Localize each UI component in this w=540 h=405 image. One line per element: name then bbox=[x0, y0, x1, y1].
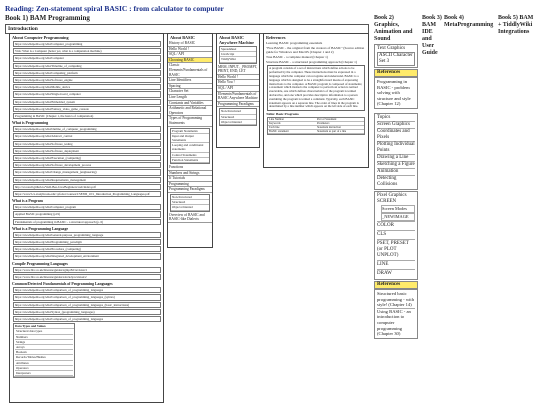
about-basic-item[interactable]: SQL / API bbox=[168, 52, 212, 58]
about-basic-card bbox=[167, 33, 213, 248]
topic-item[interactable]: Sketching a Figure bbox=[377, 161, 415, 167]
bam-item[interactable]: Elements/Fundamentals of BASIC Anywhere Machine bbox=[218, 91, 258, 101]
references-heading-1: References bbox=[374, 69, 418, 77]
about-basic-item[interactable]: Spacing bbox=[168, 84, 212, 90]
references-title[interactable]: References bbox=[266, 35, 286, 40]
screen-item[interactable]: SCREEN bbox=[377, 198, 397, 204]
about-basic-item[interactable]: Hello World ! bbox=[168, 47, 212, 53]
ref-table-title: Table: Basic Programs bbox=[266, 112, 299, 117]
topics-list bbox=[377, 121, 415, 188]
pixel-graphics-title[interactable]: Pixel Graphics bbox=[377, 192, 407, 198]
link-item[interactable]: https://en.wikipedia.org/wiki/Comparison_of_programming_languages_(basic_instructions) bbox=[13, 302, 161, 308]
reference-1-text[interactable]: Programming in BASIC - problem solving with structure and style (Chapter 12) bbox=[374, 77, 418, 109]
statement-types-box bbox=[170, 128, 210, 164]
link-item[interactable]: https://en.wikipedia.org/wiki/Computing_platform bbox=[13, 70, 161, 76]
about-basic-item[interactable]: Line Length bbox=[168, 95, 212, 101]
link-item[interactable]: https://en.wikipedia.org/wiki/Software_engine bbox=[13, 77, 161, 83]
link-item[interactable]: https://en.wikipedia.org/wiki/Requirements_management bbox=[13, 177, 161, 183]
about-basic-item[interactable]: Classic Elements/Fundamentals of BASIC bbox=[168, 63, 212, 78]
screen-sub-items bbox=[381, 205, 415, 221]
paradigm-item[interactable]: Object-Oriented bbox=[171, 205, 209, 210]
ref-learning[interactable]: Learning BASIC programming essentials bbox=[266, 41, 323, 45]
link-item[interactable]: Fundamentals of programming in BASIC - a structured approach (p. 6) bbox=[13, 219, 161, 225]
topics-box bbox=[374, 113, 418, 190]
ref-table-cell: Parameters bbox=[317, 122, 330, 126]
link-item[interactable]: https://en.wikipedia.org/wiki/Mobile_device bbox=[13, 84, 161, 90]
links-common bbox=[10, 287, 163, 308]
link-item[interactable]: https://en.wikipedia.org/wiki/Comparison_of_programming_languages bbox=[13, 316, 161, 322]
about-basic-more bbox=[168, 165, 212, 193]
paradigms-box bbox=[170, 194, 210, 212]
pixel-item[interactable]: COLOR bbox=[377, 221, 415, 230]
about-basic-title[interactable]: About BASIC bbox=[170, 35, 196, 40]
about-basic-item[interactable]: Types of Programming Statements bbox=[168, 116, 212, 126]
ref-table-cell: Keywords bbox=[269, 122, 281, 126]
bam-paradigms-box bbox=[219, 108, 257, 126]
link-item[interactable]: https://en.wikipedia.org/wiki/Abstract_control bbox=[13, 133, 161, 139]
bam-item[interactable]: Programming Paradigms bbox=[217, 102, 259, 108]
topic-item[interactable]: Coordinates and Pixels bbox=[377, 128, 415, 141]
pixel-item[interactable]: LINE bbox=[377, 260, 415, 269]
reference-2a[interactable]: Structured basic programming - with style! (Chapter 14) bbox=[377, 290, 414, 308]
about-bam-title[interactable]: About BASIC Anywhere Machine bbox=[219, 35, 254, 45]
about-basic-item[interactable]: Functions bbox=[168, 165, 212, 171]
ref-table-cell: BASIC statement bbox=[269, 130, 289, 134]
references-heading-2: References bbox=[374, 281, 418, 289]
data-type-item[interactable]: Strings bbox=[15, 340, 73, 345]
paradigm-item[interactable]: Structured bbox=[220, 115, 256, 120]
about-basic-item[interactable]: Overview of BASIC and BASIC-like Dialects bbox=[168, 213, 212, 223]
data-types-box bbox=[13, 323, 75, 378]
ref-table-row bbox=[268, 130, 364, 134]
link-item[interactable]: https://en.wikipedia.org/wiki/Computer bbox=[13, 55, 161, 61]
topic-item[interactable]: Screen Graphics bbox=[377, 121, 415, 128]
link-item[interactable]: https://en.wikipedia.org/wiki/Software_deployment bbox=[13, 148, 161, 154]
reference-2b[interactable]: Using BASIC - an introduction to computer programming (Chapter 30) bbox=[377, 308, 411, 337]
about-basic-item[interactable]: Constants and Variables bbox=[168, 101, 212, 107]
link-item[interactable]: https://en.wikipedia.org/wiki/Fantasy_video_game_console bbox=[13, 106, 161, 112]
text-graphics-title[interactable]: Text Graphics bbox=[377, 46, 406, 51]
links-compile bbox=[10, 267, 163, 280]
links-syntax bbox=[10, 309, 163, 322]
link-item[interactable]: Programming in BASIC (Chapter 1, the basics of computation) bbox=[13, 113, 161, 119]
bam-item[interactable]: MEM, INPUT, _PROMPT, PRINT, END, LET bbox=[218, 64, 258, 74]
links-program bbox=[10, 204, 163, 225]
about-basic-item[interactable]: If Tutorials bbox=[168, 176, 212, 182]
link-item[interactable]: https://www.bbc.co.uk/bitesize/guides/z4cck2p/revision/2 bbox=[13, 274, 161, 280]
book2-content bbox=[374, 43, 418, 339]
about-basic-fundamentals bbox=[168, 63, 212, 126]
link-item[interactable]: https://en.wikipedia.org/wiki/Embedded_system bbox=[13, 99, 161, 105]
about-basic-item[interactable]: Programming Paradigms bbox=[168, 187, 212, 193]
data-types-title[interactable]: Data Types and Values bbox=[14, 324, 74, 329]
book5-title[interactable]: Book 5) BAM + TiddlyWiki Integrations bbox=[498, 15, 534, 35]
link-item[interactable]: https://en.wikipedia.org/wiki/Timeline_of_computing bbox=[13, 63, 161, 69]
link-item[interactable]: https://en.wikipedia.org/wiki/General-purpose_programming_language bbox=[13, 232, 161, 238]
link-item[interactable]: https://en.wikipedia.org/wiki/Syntax_(programming_languages) bbox=[13, 309, 161, 315]
link-item[interactable]: Vids: What is a Computer (better yet, what is a computation machine) bbox=[13, 48, 161, 54]
link-item[interactable]: http://accessdl.github.io/Well-Bee-Java/Beginners/web/index.pdf bbox=[13, 184, 161, 190]
link-item[interactable]: https://en.wikipedia.org/wiki/Comparison_of_programming_languages bbox=[13, 287, 161, 293]
link-item[interactable]: https://en.wikipedia.org/wiki/Single-board_computer bbox=[13, 91, 161, 97]
data-type-item[interactable]: Structural data types bbox=[15, 329, 73, 334]
what-is-programming[interactable]: What is Programming bbox=[12, 121, 49, 126]
what-is-program[interactable]: What is a Program bbox=[12, 199, 43, 204]
link-item[interactable]: https://en.wikipedia.org/wiki/Outline_of_computer_programming bbox=[13, 126, 161, 132]
statement-type-item[interactable]: Input and Output Statements bbox=[171, 134, 209, 143]
data-type-item[interactable]: Operators bbox=[15, 366, 73, 371]
paradigm-item[interactable]: Object-Oriented bbox=[220, 120, 256, 125]
book4-title[interactable]: Book 4) MetaProgramming bbox=[444, 15, 494, 28]
ref-table-cell: Part of Statement bbox=[317, 118, 337, 122]
about-programming-card bbox=[9, 33, 164, 403]
paradigm-item[interactable]: Non-Structured bbox=[171, 195, 209, 200]
data-type-item[interactable]: Arrays bbox=[15, 345, 73, 350]
statement-type-item[interactable]: Program Statements bbox=[171, 129, 209, 134]
screen-sub-item[interactable]: _NEWIMAGE bbox=[381, 213, 415, 221]
data-type-item[interactable]: Boolean bbox=[15, 350, 73, 355]
book2-title[interactable]: Book 2) Graphics, Animation and Sound bbox=[374, 15, 413, 42]
platform-item[interactable]: JavaScript bbox=[220, 52, 256, 57]
statement-type-item[interactable]: Looping and conditional statements bbox=[171, 143, 209, 152]
about-basic-item[interactable]: Choosing BASIC bbox=[168, 58, 212, 64]
reference-2-text bbox=[374, 289, 418, 339]
data-type-item[interactable]: Numbers bbox=[15, 335, 73, 340]
compile-languages[interactable]: Compile Programming Languages bbox=[12, 261, 68, 266]
ascii-item[interactable]: ASCII Character Set 3 bbox=[377, 52, 415, 66]
ref-quote: A program consists of a set of instructions which define actions to be performed by the computer. These instructions must be expressed in a language which the computer can recognize and understand. BASIC is a language which is designed to be a straightforward means of expressing instructions to the computer. A BASIC program is composed of statements; a statement which instructs the computer to perform an action is termed executable, one which defines characteristics of the program is termed declarative, and one which provides descriptive information to a person examining the program is termed a comment. Typically, each BASIC statement appears on a separate line. The order of lines in the program is determined by a line number which appears on the left side of each line. bbox=[267, 65, 365, 111]
pixel-items bbox=[377, 221, 415, 278]
pixel-item[interactable]: CLS bbox=[377, 230, 415, 239]
bam-item[interactable]: Hello World ! bbox=[217, 75, 259, 81]
data-types-list bbox=[14, 329, 74, 377]
link-item[interactable]: https://www3.cs.stonybrook.edu/~pfodor/courses/CSE306_10/1_Introduction_Programming_Languages.pdf bbox=[13, 191, 161, 197]
about-basic-items bbox=[168, 41, 212, 63]
link-item[interactable]: https://en.wikipedia.org/wiki/Programming_paradigm bbox=[13, 239, 161, 245]
link-item[interactable]: https://en.wikipedia.org/wiki/Change_management_(engineering) bbox=[13, 169, 161, 175]
page-title: Reading: Zen-statement spiral BASIC : from calculator to computer bbox=[5, 4, 224, 13]
introduction-heading[interactable]: Introduction bbox=[5, 24, 369, 34]
topic-item[interactable]: Drawing a Line bbox=[377, 154, 415, 161]
about-basic-item[interactable]: Programming bbox=[168, 182, 212, 188]
topics-title[interactable]: Topics bbox=[377, 114, 391, 120]
book1-title[interactable]: Book 1) BAM Programming bbox=[5, 14, 90, 22]
links-programming bbox=[10, 126, 163, 197]
statement-type-item[interactable]: Function Statements bbox=[171, 158, 209, 163]
links-language bbox=[10, 232, 163, 260]
links-computer bbox=[10, 41, 163, 119]
statement-type-item[interactable]: Control Statements bbox=[171, 153, 209, 158]
link-item[interactable]: https://en.wikipedia.org/wiki/Computer_programming bbox=[13, 41, 161, 47]
about-programming-title[interactable]: About Computer Programming bbox=[12, 35, 69, 40]
pixel-item[interactable]: DRAW bbox=[377, 269, 415, 278]
about-basic-item[interactable]: Character Set bbox=[168, 89, 212, 95]
ref-free-basic[interactable]: "Free BASIC - the original from the creators of BASIC" (Source edition guide for Windows and MacOS (Chapter 1 and 2) bbox=[266, 46, 365, 55]
ref-table bbox=[267, 117, 365, 135]
platform-item[interactable]: TiddlyWiki bbox=[220, 57, 256, 62]
platform-item[interactable]: Spreadsheet bbox=[220, 47, 256, 52]
bam-items bbox=[217, 65, 259, 108]
what-is-language[interactable]: What is a Programming Language bbox=[12, 226, 69, 231]
about-basic-item[interactable]: Line Identifiers bbox=[168, 78, 212, 84]
link-item[interactable]: https://en.wikipedia.org/wiki/Comparison_of_programming_languages_(syntax) bbox=[13, 294, 161, 300]
ref-true-basic[interactable]: True BASIC - a complete manual (Chapter 1) bbox=[266, 55, 328, 60]
pixel-item[interactable]: PSET, PRESET (or PLOT UNPLOT) bbox=[377, 239, 415, 260]
link-item[interactable]: https://en.wikipedia.org/wiki/Procedure_(computing) bbox=[13, 246, 161, 252]
references-card bbox=[263, 33, 369, 168]
data-type-item[interactable]: Interpreters bbox=[15, 371, 73, 376]
book3-title[interactable]: Book 3) BAM IDE and User Guide bbox=[422, 15, 442, 56]
about-basic-dialects bbox=[168, 213, 212, 223]
ref-table-cell: Each line bbox=[269, 126, 280, 130]
topic-item[interactable]: Plotting Individual Points bbox=[377, 141, 415, 153]
paradigm-item[interactable]: Structured bbox=[171, 200, 209, 205]
ref-table-cell: Statement instruction bbox=[317, 126, 341, 130]
ref-structure-basic[interactable]: Structure BASIC - a structured programming approach (Chapter 1) bbox=[266, 60, 357, 65]
about-basic-item[interactable]: History of BASIC bbox=[168, 41, 212, 47]
screen-sub-item[interactable]: Screen Modes bbox=[381, 205, 415, 213]
data-type-item[interactable]: Attributes bbox=[15, 361, 73, 366]
link-item[interactable]: Applied BASIC programming (p19) bbox=[13, 211, 161, 217]
common-fundamentals[interactable]: Common/Detected Fundamentals of Programming Languages bbox=[12, 282, 113, 287]
data-type-item[interactable]: Records/Tables/Hashes bbox=[15, 355, 73, 360]
bam-item[interactable]: Hello You ! bbox=[217, 80, 259, 86]
text-graphics-box bbox=[374, 44, 418, 68]
link-item[interactable]: https://en.wikipedia.org/wiki/Integrated_development_environment bbox=[13, 253, 161, 259]
bam-item[interactable]: SQL / API bbox=[217, 86, 259, 92]
topic-item[interactable]: Detecting Collisions bbox=[377, 175, 415, 188]
link-item[interactable]: https://en.wikipedia.org/wiki/Execution_(computing) bbox=[13, 155, 161, 161]
about-bam-card bbox=[216, 33, 260, 148]
link-item[interactable]: https://en.wikipedia.org/wiki/Software_development_process bbox=[13, 162, 161, 168]
ref-table-cell: Line Number bbox=[269, 118, 284, 122]
pixel-graphics-box bbox=[374, 191, 418, 280]
link-item[interactable]: https://en.wikipedia.org/wiki/Software_testing bbox=[13, 141, 161, 147]
about-basic-item[interactable]: Numbers and Strings bbox=[168, 171, 212, 177]
about-basic-item[interactable]: Arithmetic and Relational Operators bbox=[168, 106, 212, 116]
paradigm-item[interactable]: Non-Structured bbox=[220, 109, 256, 114]
link-item[interactable]: https://en.wikipedia.org/wiki/Computer_program bbox=[13, 204, 161, 210]
link-item[interactable]: https://www.bbc.co.uk/bitesize/guides/zgmpr82/revision/1 bbox=[13, 267, 161, 273]
ref-table-cell: Statement as part of a line bbox=[317, 130, 347, 134]
bam-platforms-box bbox=[219, 46, 257, 64]
topic-item[interactable]: Animation bbox=[377, 168, 415, 175]
